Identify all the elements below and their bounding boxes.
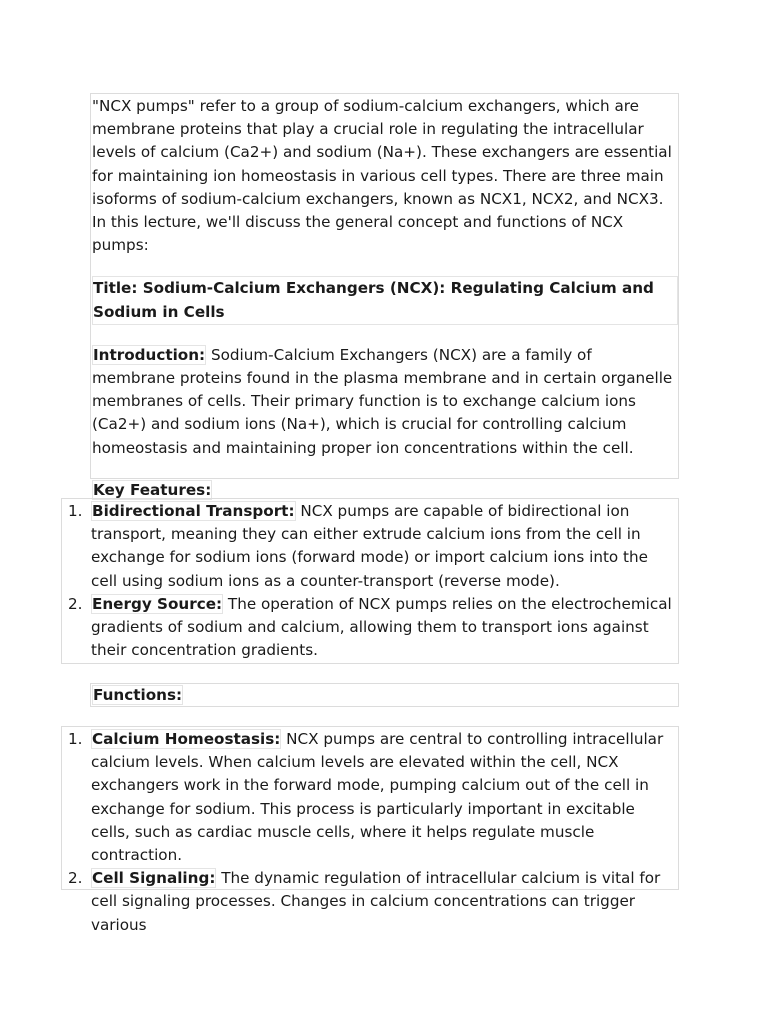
function-text: The dynamic regulation of intracellular calcium is vital for cell signaling processes. Changes in calcium concentrations can trigger various xyxy=(91,869,661,934)
introduction-text: Sodium-Calcium Exchangers (NCX) are a family of membrane proteins found in the plasma membrane and in certain organelle membranes of cells. Their primary function is to exchange calcium ions (Ca2+) and sodium ions (Na+), which is crucial for controlling calcium homeostasis and maintaining proper ion concentrations within the cell. xyxy=(92,345,673,457)
functions-heading: Functions: xyxy=(93,686,183,704)
intro-section xyxy=(90,93,679,499)
list-number: 2. xyxy=(68,869,83,888)
introduction-label: Introduction: xyxy=(93,345,206,364)
intro-paragraph: "NCX pumps" refer to a group of sodium-calcium exchangers, which are membrane proteins that play a crucial role in regulating the intracellular levels of calcium (Ca2+) and sodium (Na+). These exchangers are essential for maintaining ion homeostasis in various cell types. There are three main isoforms of sodium-calcium exchangers, known as NCX1, NCX2, and NCX3. In this lecture, we'll discuss the general concept and functions of NCX pumps: xyxy=(92,97,672,255)
key-features-heading: Key Features: xyxy=(93,480,212,499)
introduction-paragraph xyxy=(92,344,678,460)
list-item xyxy=(62,728,676,867)
functions-list-section xyxy=(61,726,679,934)
feature-label: Energy Source: xyxy=(92,594,223,613)
function-text: NCX pumps are central to controlling intracellular calcium levels. When calcium levels are elevated within the cell, NCX exchangers work in the forward mode, pumping calcium out of the cell in exchange for sodium. This process is particularly important in excitable cells, such as cardiac muscle cells, where it helps regulate muscle contraction. xyxy=(91,730,664,865)
function-label: Calcium Homeostasis: xyxy=(92,730,281,748)
feature-label: Bidirectional Transport: xyxy=(92,502,295,520)
feature-text: The operation of NCX pumps relies on the electrochemical gradients of sodium and calcium, allowing them to transport ions against their concentration gradients. xyxy=(91,594,672,660)
key-features-list-section xyxy=(61,498,679,664)
list-number: 1. xyxy=(68,730,83,748)
list-item xyxy=(62,500,676,593)
functions-heading-section xyxy=(90,683,679,707)
lecture-title-paragraph xyxy=(92,276,678,324)
list-item xyxy=(62,593,676,663)
list-number: 2. xyxy=(68,594,83,613)
functions-list xyxy=(62,728,676,937)
lecture-title: Title: Sodium-Calcium Exchangers (NCX): Regulating Calcium and Sodium in Cells xyxy=(92,276,678,324)
key-features-list xyxy=(62,500,676,662)
list-number: 1. xyxy=(68,502,83,520)
list-item xyxy=(62,867,676,937)
feature-text: NCX pumps are capable of bidirectional ion transport, meaning they can either extrude calcium ions from the cell in exchange for sodium ions (forward mode) or import calcium ions into the cell using sodium ions as a counter-transport (reverse mode). xyxy=(91,502,648,590)
function-label: Cell Signaling: xyxy=(92,869,216,888)
